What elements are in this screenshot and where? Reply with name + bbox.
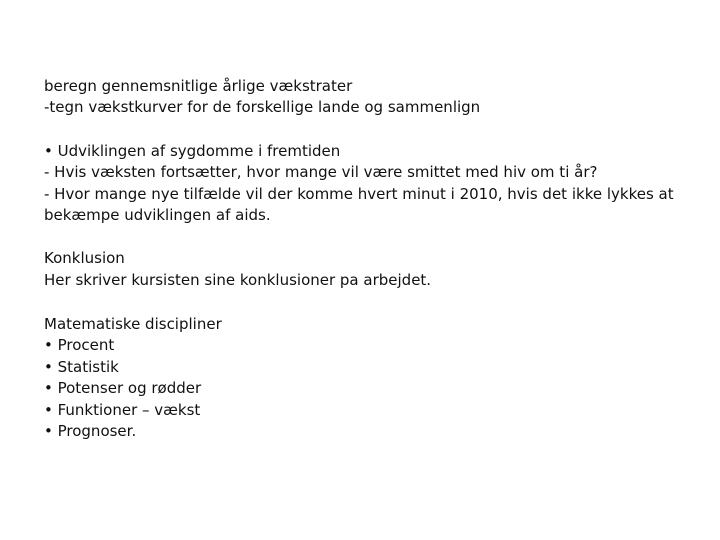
list-item: • Procent [44,336,115,354]
disease-question-2: - Hvor mange nye tilfælde vil der komme hvert minut i 2010, hvis det ikke lykkes at [44,185,674,203]
disciplines-heading: Matematiske discipliner [44,315,222,333]
intro-line-2: -tegn vækstkurver for de forskellige lande og sammenlign [44,98,481,116]
intro-line-1: beregn gennemsnitlige årlige vækstrater [44,77,353,95]
list-item: • Prognoser. [44,422,137,440]
disease-question-2-continued: bekæmpe udviklingen af aids. [44,206,271,224]
slide-content [44,0,704,540]
list-item: • Statistik [44,358,119,376]
disease-bullet: • Udviklingen af sygdomme i fremtiden [44,142,341,160]
conclusion-heading: Konklusion [44,249,125,267]
conclusion-text: Her skriver kursisten sine konklusioner pa arbejdet. [44,271,432,289]
disease-question-1: - Hvis væksten fortsætter, hvor mange vil være smittet med hiv om ti år? [44,163,598,181]
list-item: • Funktioner – vækst [44,401,201,419]
list-item: • Potenser og rødder [44,379,202,397]
